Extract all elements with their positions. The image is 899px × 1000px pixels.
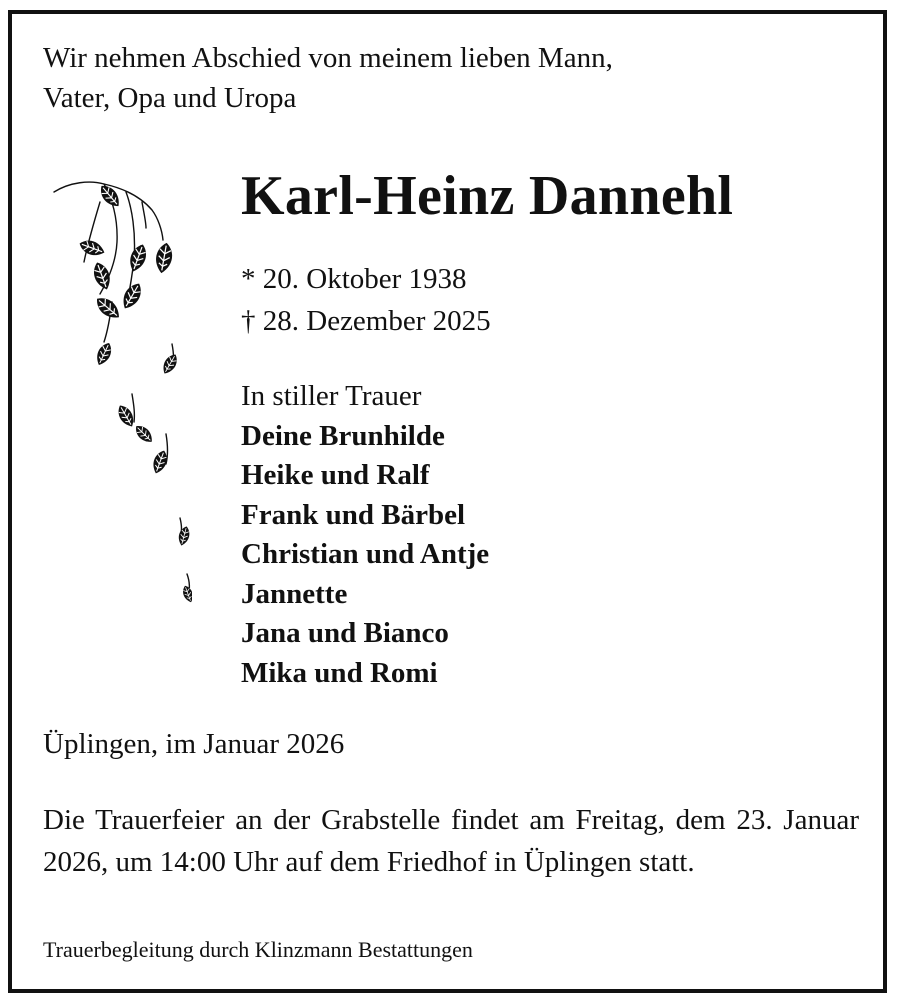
intro-line: Wir nehmen Abschied von meinem lieben Mann, bbox=[43, 42, 613, 74]
obituary-notice bbox=[8, 10, 887, 993]
birth-date: * 20. Oktober 1938 bbox=[241, 263, 467, 295]
mourner-name: Heike und Ralf bbox=[241, 459, 430, 491]
mourner-name: Jana und Bianco bbox=[241, 617, 449, 649]
life-dates bbox=[241, 258, 491, 342]
place-and-date: Üplingen, im Januar 2026 bbox=[43, 728, 345, 760]
mourner-name: Frank und Bärbel bbox=[241, 498, 465, 531]
mourners-list bbox=[241, 377, 489, 693]
ceremony-info: Die Trauerfeier an der Grabstelle findet am Freitag, dem 23. Januar 2026, um 14:00 Uhr auf dem Friedhof in Üplingen statt. bbox=[43, 804, 859, 878]
mourner-name: Mika und Romi bbox=[241, 656, 438, 689]
intro-line: Vater, Opa und Uropa bbox=[43, 82, 297, 114]
death-date: † 28. Dezember 2025 bbox=[241, 305, 491, 337]
deceased-name: Karl-Heinz Dannehl bbox=[241, 165, 734, 227]
mourner-name: Christian und Antje bbox=[241, 538, 490, 570]
intro-text bbox=[43, 38, 613, 118]
undertaker-credit: Trauerbegleitung durch Klinzmann Bestattungen bbox=[43, 937, 473, 962]
mourning-intro: In stiller Trauer bbox=[241, 380, 422, 412]
mourner-name: Jannette bbox=[241, 577, 348, 610]
falling-leaves-icon bbox=[42, 162, 192, 622]
mourner-name: Deine Brunhilde bbox=[241, 419, 445, 452]
